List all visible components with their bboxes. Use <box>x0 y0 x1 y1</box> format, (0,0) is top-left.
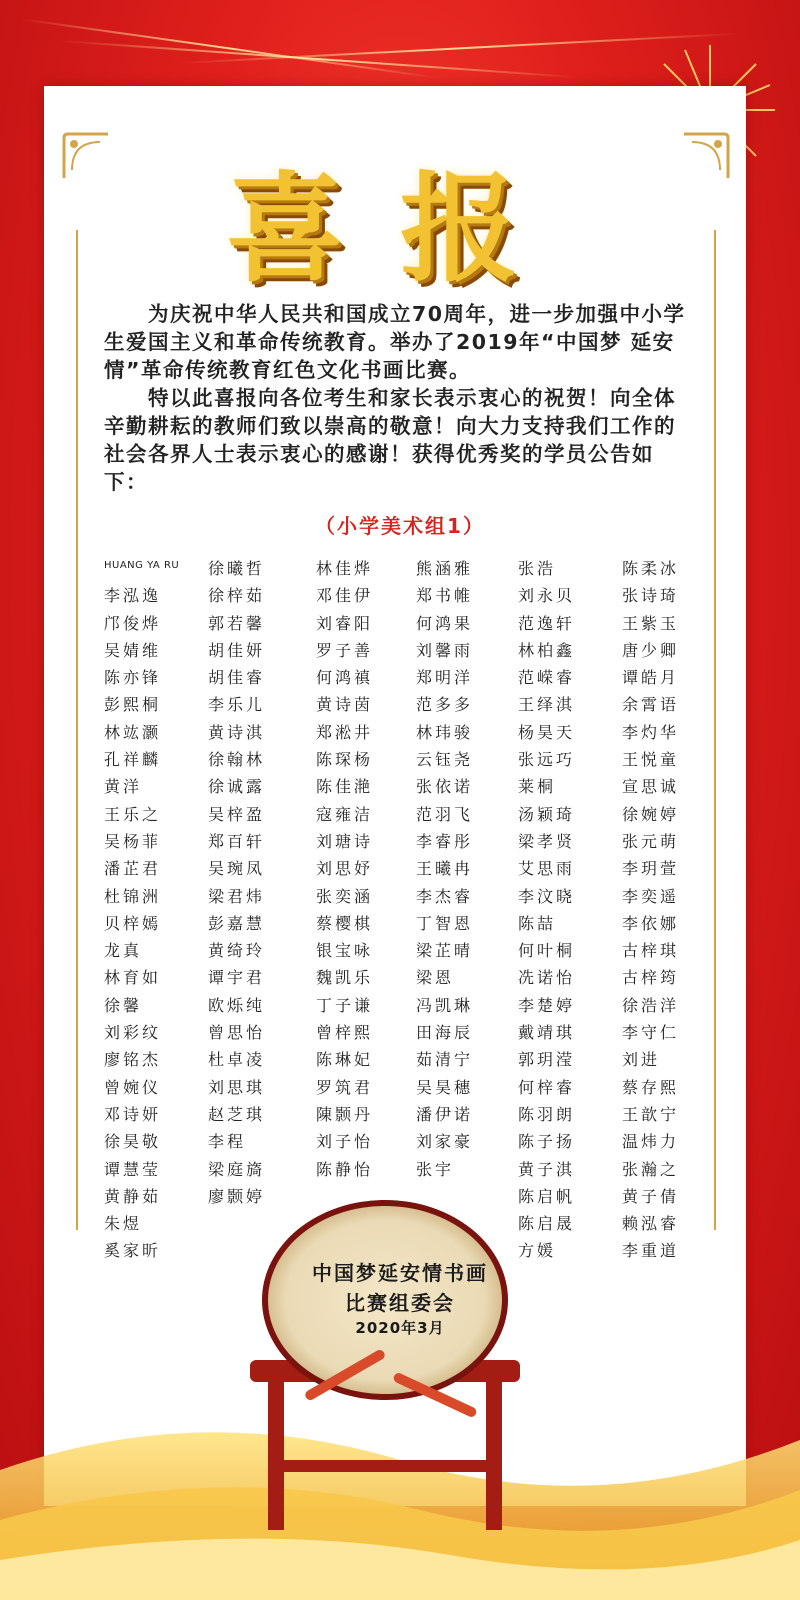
winner-name: 陈启帆 <box>518 1186 576 1206</box>
winner-name: 徐浩洋 <box>622 995 680 1015</box>
winner-name: 孔祥麟 <box>104 750 162 770</box>
winner-name: 戴靖琪 <box>518 1023 576 1043</box>
winner-name: 陈喆 <box>518 913 557 933</box>
winner-name: 胡佳妍 <box>208 640 266 660</box>
winner-name: 欧烁纯 <box>208 995 266 1015</box>
winner-name: 宣思诚 <box>622 777 680 797</box>
winner-name: 徐翰林 <box>208 750 266 770</box>
winner-name: 赖泓睿 <box>622 1214 680 1234</box>
group-title: （小学美术组1） <box>315 514 485 538</box>
winner-name: 杜锦洲 <box>104 886 162 906</box>
winner-name: 黄洋 <box>104 777 143 797</box>
winner-name: 罗子善 <box>316 640 374 660</box>
name-row <box>104 829 724 856</box>
winner-name: 丁子谦 <box>316 995 374 1015</box>
winner-name: 胡佳睿 <box>208 668 266 688</box>
winner-name: 余霄语 <box>622 695 680 715</box>
winner-name: 李重道 <box>622 1241 680 1261</box>
winner-name: 王紫玉 <box>622 613 680 633</box>
winner-name: 冼诺怡 <box>518 968 576 988</box>
winner-name: 杨昊天 <box>518 722 576 742</box>
winner-name: 杜卓凌 <box>208 1050 266 1070</box>
winner-name: 张宇 <box>416 1159 455 1179</box>
winner-name: 林佳烨 <box>316 559 374 578</box>
winner-name: 刘思妤 <box>316 859 374 879</box>
winner-name: 陈子扬 <box>518 1132 576 1152</box>
winner-name: 黄子倩 <box>622 1186 680 1206</box>
name-row <box>104 583 724 610</box>
winner-name: 范羽飞 <box>416 804 474 824</box>
winner-name: 唐少卿 <box>622 640 680 660</box>
name-row <box>104 856 724 883</box>
winner-name: 曾思怡 <box>208 1023 266 1043</box>
winner-name: 邓佳伊 <box>316 586 374 606</box>
winner-name: 林玮骏 <box>416 722 474 742</box>
winner-name: 陈启晟 <box>518 1214 576 1234</box>
winner-name: 何叶桐 <box>518 941 576 961</box>
winner-name: 林育如 <box>104 968 162 988</box>
name-row <box>104 911 724 938</box>
winner-name: 陈亦锋 <box>104 668 162 688</box>
winner-name: 邓诗妍 <box>104 1104 162 1124</box>
winner-name: 谭宇君 <box>208 968 266 988</box>
name-row <box>104 1075 724 1102</box>
winner-name: 黄绮玲 <box>208 941 266 961</box>
winner-name: 陈羽朗 <box>518 1104 576 1124</box>
winner-name: 张浩 <box>518 559 557 578</box>
winner-name: 陈琛杨 <box>316 750 374 770</box>
winner-name: 徐梓茹 <box>208 586 266 606</box>
winner-name: 何鸿禛 <box>316 668 374 688</box>
organizer-date: 2020年3月 <box>355 1319 445 1337</box>
winner-name: 范多多 <box>416 695 474 715</box>
winner-name: 龙真 <box>104 941 143 961</box>
winner-name: 李程 <box>208 1132 247 1152</box>
winner-name: 梁恩 <box>416 968 455 988</box>
winner-name: 潘芷君 <box>104 859 162 879</box>
winner-name: 陈佳滟 <box>316 777 374 797</box>
winner-name: 谭慧莹 <box>104 1159 162 1179</box>
intro-paragraph: 为庆祝中华人民共和国成立70周年，进一步加强中小学生爱国主义和革命传统教育。举办了2019年“中国梦 延安情”革命传统教育红色文化书画比赛。 <box>104 302 686 382</box>
winner-name: 李灼华 <box>622 722 680 742</box>
winner-name: 李杰睿 <box>416 886 474 906</box>
winner-name: 李依娜 <box>622 913 680 933</box>
winner-name: 蔡樱棋 <box>316 913 374 933</box>
name-row <box>104 611 724 638</box>
names-grid <box>104 556 724 1266</box>
winner-name: 刘思琪 <box>208 1077 266 1097</box>
winner-name: 郑明洋 <box>416 668 474 688</box>
winner-name: 范逸轩 <box>518 613 576 633</box>
winner-name: 刘彩纹 <box>104 1023 162 1043</box>
winner-name: 李楚婷 <box>518 995 576 1015</box>
drum-stand-leg <box>486 1380 502 1530</box>
winner-name: 张元萌 <box>622 831 680 851</box>
winner-name: 徐诚露 <box>208 777 266 797</box>
winner-name: 王乐之 <box>104 804 162 824</box>
winner-name: 梁孝贤 <box>518 831 576 851</box>
winner-name: 艾思雨 <box>518 859 576 879</box>
winner-name: 王悦童 <box>622 750 680 770</box>
winner-name: 梁君炜 <box>208 886 266 906</box>
winner-name: 吴昊穗 <box>416 1077 474 1097</box>
intro-text <box>104 300 694 496</box>
winner-name: 温炜力 <box>622 1132 680 1152</box>
winner-name: 林柏鑫 <box>518 640 576 660</box>
winner-name: 吴婧维 <box>104 640 162 660</box>
name-row <box>104 692 724 719</box>
winner-name: 古梓筠 <box>622 968 680 988</box>
winner-name: 张奕涵 <box>316 886 374 906</box>
winner-name: 李奕遥 <box>622 886 680 906</box>
winner-name: 何鸿果 <box>416 613 474 633</box>
winner-name: 郭若馨 <box>208 613 266 633</box>
winner-name: 古梓琪 <box>622 941 680 961</box>
winner-name: 贝梓嫣 <box>104 913 162 933</box>
name-row <box>104 1129 724 1156</box>
name-row <box>104 747 724 774</box>
winner-name: 陳颢丹 <box>316 1104 374 1124</box>
winner-name: 刘进 <box>622 1050 661 1070</box>
winner-name: 寇雍洁 <box>316 804 374 824</box>
name-row <box>104 556 724 583</box>
winner-name: 范嵘睿 <box>518 668 576 688</box>
name-row <box>104 1047 724 1074</box>
winner-name: 王曦冉 <box>416 859 474 879</box>
winner-name: 丁智恩 <box>416 913 474 933</box>
winner-name: 张诗琦 <box>622 586 680 606</box>
winner-name: 黄诗茵 <box>316 695 374 715</box>
winner-name: 李玥萱 <box>622 859 680 879</box>
winner-name: 刘瑭诗 <box>316 831 374 851</box>
name-row <box>104 1102 724 1129</box>
winner-name: 徐婉婷 <box>622 804 680 824</box>
winner-name: 李守仁 <box>622 1023 680 1043</box>
winner-name: HUANG YA RU <box>104 560 180 571</box>
winner-name: 廖颢婷 <box>208 1186 266 1206</box>
winner-name: 徐馨 <box>104 995 143 1015</box>
name-row <box>104 938 724 965</box>
winner-name: 奚家昕 <box>104 1241 162 1261</box>
winner-name: 刘馨雨 <box>416 640 474 660</box>
winner-name: 郑百轩 <box>208 831 266 851</box>
winner-name: 郭玥滢 <box>518 1050 576 1070</box>
winner-name: 刘子怡 <box>316 1132 374 1152</box>
winner-name: 黄子淇 <box>518 1159 576 1179</box>
gold-wave-decoration <box>0 1380 800 1600</box>
winner-name: 张远巧 <box>518 750 576 770</box>
frame-line-left <box>76 230 78 1230</box>
winner-name: 李睿彤 <box>416 831 474 851</box>
winner-name: 李泓逸 <box>104 586 162 606</box>
name-row <box>104 802 724 829</box>
winner-name: 茹清宁 <box>416 1050 474 1070</box>
winner-name: 罗筑君 <box>316 1077 374 1097</box>
winner-name: 汤颖琦 <box>518 804 576 824</box>
winner-name: 梁芷晴 <box>416 941 474 961</box>
winner-name: 熊涵雅 <box>416 559 474 578</box>
winner-name: 林竑灏 <box>104 722 162 742</box>
name-row <box>104 1020 724 1047</box>
winner-name: 廖铭杰 <box>104 1050 162 1070</box>
name-row <box>104 1157 724 1184</box>
winner-name: 刘睿阳 <box>316 613 374 633</box>
winner-name: 刘永贝 <box>518 586 576 606</box>
winner-name: 云钰尧 <box>416 750 474 770</box>
winner-name: 银宝咏 <box>316 941 374 961</box>
winner-name: 黄静茹 <box>104 1186 162 1206</box>
winner-name: 王歆宁 <box>622 1104 680 1124</box>
winner-name: 谭皓月 <box>622 668 680 688</box>
drum-stand-leg <box>268 1380 284 1530</box>
winner-name: 王绎淇 <box>518 695 576 715</box>
winner-name: 潘伊诺 <box>416 1104 474 1124</box>
winner-name: 吴梓盈 <box>208 804 266 824</box>
winner-name: 徐曦哲 <box>208 559 266 578</box>
winner-name: 莱桐 <box>518 777 557 797</box>
winner-name: 陈琳妃 <box>316 1050 374 1070</box>
winner-name: 曾婉仪 <box>104 1077 162 1097</box>
winner-name: 吴琬凤 <box>208 859 266 879</box>
winner-name: 李乐儿 <box>208 695 266 715</box>
name-row <box>104 993 724 1020</box>
winner-name: 冯凯琳 <box>416 995 474 1015</box>
winner-name: 郑书帷 <box>416 586 474 606</box>
winner-name: 徐昊敬 <box>104 1132 162 1152</box>
winner-name: 蔡存熙 <box>622 1077 680 1097</box>
winner-name: 张依诺 <box>416 777 474 797</box>
winner-name: 朱煜 <box>104 1214 143 1234</box>
winner-name: 刘家豪 <box>416 1132 474 1152</box>
intro-paragraph: 特以此喜报向各位考生和家长表示衷心的祝贺！向全体辛勤耕耘的教师们致以崇高的敬意！向大力支持我们工作的社会各界人士表示衷心的感谢！获得优秀奖的学员公告如下： <box>104 386 676 494</box>
name-row <box>104 720 724 747</box>
winner-name: 田海辰 <box>416 1023 474 1043</box>
organizer-line1: 中国梦延安情书画 <box>312 1261 488 1285</box>
winner-name: 黄诗淇 <box>208 722 266 742</box>
drum-stand-bar <box>268 1460 502 1472</box>
winner-name: 曾梓熙 <box>316 1023 374 1043</box>
page-title: 喜报 <box>225 159 574 298</box>
winner-name: 李汶晓 <box>518 886 576 906</box>
winner-name: 郑淞井 <box>316 722 374 742</box>
winner-name: 彭熙桐 <box>104 695 162 715</box>
name-row <box>104 965 724 992</box>
name-row <box>104 884 724 911</box>
winner-name: 何梓睿 <box>518 1077 576 1097</box>
winner-name: 张瀚之 <box>622 1159 680 1179</box>
winner-name: 方媛 <box>518 1241 557 1261</box>
winner-name: 陈柔冰 <box>622 559 680 578</box>
winner-name: 赵芝琪 <box>208 1104 266 1124</box>
winner-name: 魏凯乐 <box>316 968 374 988</box>
winner-name: 邝俊烨 <box>104 613 162 633</box>
winner-name: 吴杨菲 <box>104 831 162 851</box>
name-row <box>104 665 724 692</box>
organizer-line2: 比赛组委会 <box>345 1291 455 1315</box>
winner-name: 梁庭旖 <box>208 1159 266 1179</box>
winner-name: 陈静怡 <box>316 1159 374 1179</box>
name-row <box>104 638 724 665</box>
winner-name: 彭嘉慧 <box>208 913 266 933</box>
name-row <box>104 774 724 801</box>
